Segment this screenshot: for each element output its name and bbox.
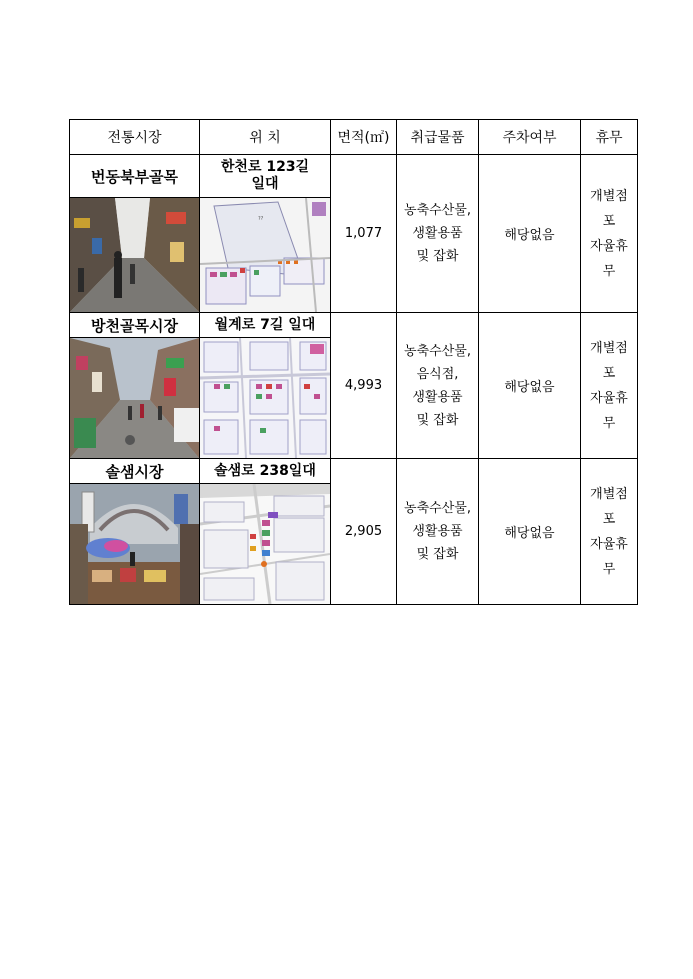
holiday-line: 개별점 bbox=[590, 486, 628, 502]
location-line: 한천로 123길 bbox=[220, 159, 310, 175]
goods-line: 생활용품 bbox=[412, 226, 463, 241]
goods-line: 농축수산물, bbox=[404, 343, 471, 359]
holiday-line: 자율휴 bbox=[590, 390, 628, 406]
street-photo-image bbox=[70, 198, 199, 312]
goods-line: 농축수산물, bbox=[404, 501, 471, 516]
location-line: 솔샘로 238일대 bbox=[214, 462, 316, 479]
market-holiday bbox=[581, 313, 638, 459]
goods-line: 농축수산물, bbox=[404, 203, 471, 218]
market-area: 2,905 bbox=[331, 459, 397, 605]
holiday-line: 포 bbox=[602, 213, 616, 229]
market-name: 방천골목시장 bbox=[70, 313, 200, 338]
holiday-line: 무 bbox=[602, 415, 616, 431]
holiday-line: 포 bbox=[602, 365, 616, 381]
goods-line: 및 잡화 bbox=[416, 412, 459, 428]
header-area: 면적(㎡) bbox=[331, 120, 397, 155]
market-name: 번동북부골목 bbox=[70, 155, 200, 198]
header-market: 전통시장 bbox=[70, 120, 200, 155]
goods-line: 음식점, bbox=[416, 366, 459, 382]
market-location bbox=[200, 155, 331, 198]
market-goods bbox=[397, 459, 479, 605]
market-entrance-photo-image bbox=[70, 484, 199, 604]
traditional-markets-table bbox=[69, 119, 638, 605]
holiday-line: 자율휴 bbox=[590, 238, 628, 254]
header-holiday: 휴무 bbox=[581, 120, 638, 155]
market-map bbox=[200, 338, 331, 459]
market-name: 솔샘시장 bbox=[70, 459, 200, 484]
street-photo-image bbox=[70, 338, 199, 458]
market-parking: 해당없음 bbox=[479, 313, 581, 459]
goods-line: 생활용품 bbox=[412, 389, 463, 405]
market-holiday bbox=[581, 155, 638, 313]
goods-line: 및 잡화 bbox=[416, 249, 459, 264]
market-location bbox=[200, 459, 331, 484]
location-line: 일대 bbox=[251, 176, 279, 192]
location-line: 월계로 7길 일대 bbox=[214, 316, 316, 333]
market-area: 4,993 bbox=[331, 313, 397, 459]
location-map-image bbox=[200, 198, 330, 312]
svg-text:??: ?? bbox=[258, 216, 264, 222]
market-area: 1,077 bbox=[331, 155, 397, 313]
location-map-image bbox=[200, 484, 330, 604]
market-parking: 해당없음 bbox=[479, 155, 581, 313]
holiday-line: 포 bbox=[602, 511, 616, 527]
market-holiday bbox=[581, 459, 638, 605]
holiday-line: 자율휴 bbox=[590, 536, 628, 552]
holiday-line: 개별점 bbox=[590, 340, 628, 356]
header-goods: 취급물품 bbox=[397, 120, 479, 155]
holiday-line: 무 bbox=[602, 263, 616, 279]
goods-line: 및 잡화 bbox=[416, 547, 459, 562]
table-row bbox=[70, 313, 638, 338]
table-row bbox=[70, 459, 638, 484]
market-photo bbox=[70, 198, 200, 313]
market-location bbox=[200, 313, 331, 338]
market-parking: 해당없음 bbox=[479, 459, 581, 605]
header-parking: 주차여부 bbox=[479, 120, 581, 155]
goods-line: 생활용품 bbox=[412, 524, 463, 539]
holiday-line: 무 bbox=[602, 561, 616, 577]
market-photo bbox=[70, 484, 200, 605]
holiday-line: 개별점 bbox=[590, 188, 628, 204]
market-photo bbox=[70, 338, 200, 459]
header-row bbox=[70, 120, 638, 155]
market-map bbox=[200, 484, 331, 605]
table-row bbox=[70, 155, 638, 198]
header-location: 위 치 bbox=[200, 120, 331, 155]
market-map bbox=[200, 198, 331, 313]
location-map-image bbox=[200, 338, 330, 458]
market-goods bbox=[397, 313, 479, 459]
market-goods bbox=[397, 155, 479, 313]
